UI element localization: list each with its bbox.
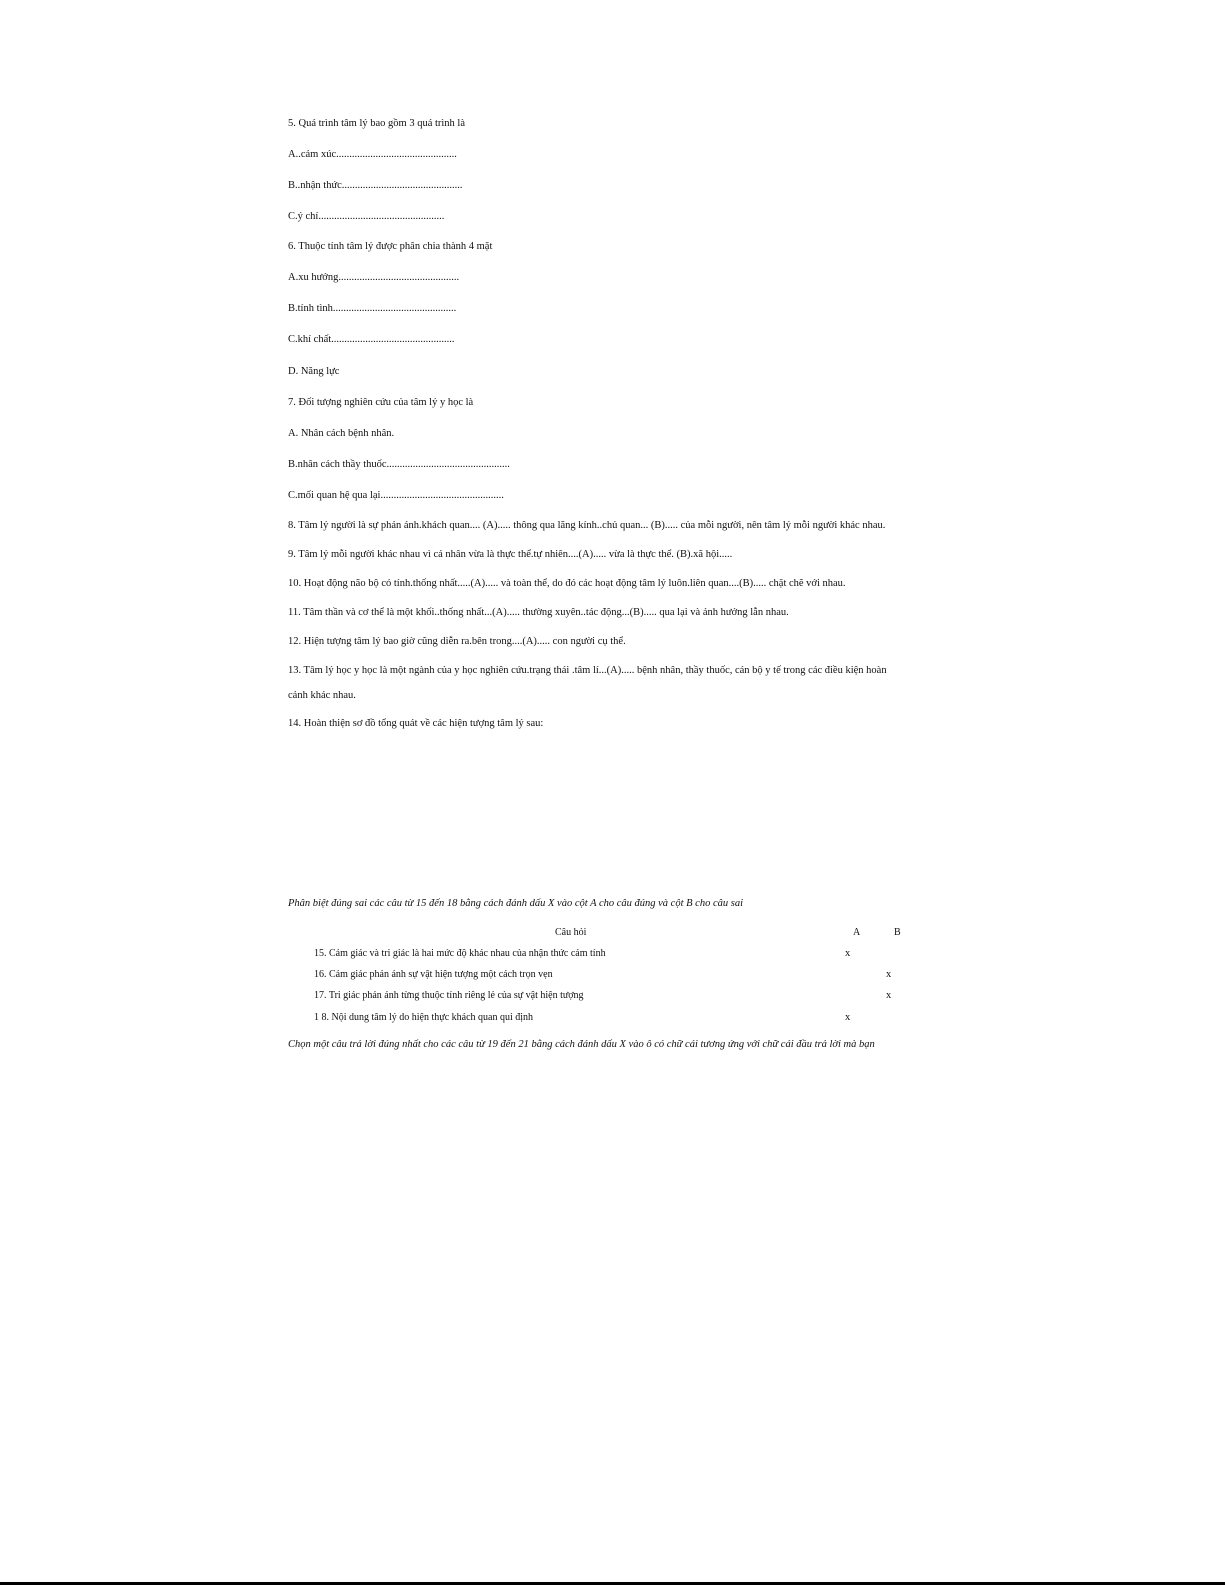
answer-7c: C.mối quan hệ qua lại............................................... bbox=[288, 490, 504, 501]
question-13-line-1: 13. Tâm lý học y học là một ngành của y học nghiên cứu.trạng thái .tâm lí...(A)..... bệnh nhân, thầy thuốc, cán bộ y tế trong các điều kiện hoàn bbox=[288, 665, 887, 676]
answer-5b: B..nhận thức.............................................. bbox=[288, 180, 463, 191]
question-12: 12. Hiện tượng tâm lý bao giờ cũng diễn ra.bên trong....(A)..... con người cụ thể. bbox=[288, 636, 626, 647]
question-13-line-2: cảnh khác nhau. bbox=[288, 690, 356, 701]
answer-7a: A. Nhân cách bệnh nhân. bbox=[288, 428, 395, 439]
instruction-15-18: Phân biệt đúng sai các câu từ 15 đến 18 bằng cách đánh dấu X vào cột A cho câu đúng và cột B cho câu sai bbox=[288, 898, 744, 909]
table-row-18-mark: x bbox=[845, 1012, 851, 1023]
table-row-17-mark: x bbox=[886, 990, 892, 1001]
table-header-b: B bbox=[894, 927, 901, 938]
table-row-15-mark: x bbox=[845, 948, 851, 959]
table-header-a: A bbox=[853, 927, 861, 938]
table-row-18-question: 1 8. Nội dung tâm lý do hiện thực khách quan qui định bbox=[314, 1012, 533, 1023]
table-header-question: Câu hỏi bbox=[555, 927, 587, 938]
answer-5a: A..cảm xúc.............................................. bbox=[288, 149, 457, 160]
table-row-17-question: 17. Tri giác phản ánh từng thuộc tính riêng lẻ của sự vật hiện tượng bbox=[314, 990, 584, 1001]
answer-7b: B.nhân cách thầy thuốc............................................... bbox=[288, 459, 510, 470]
table-row-16-mark: x bbox=[886, 969, 892, 980]
question-5: 5. Quá trình tâm lý bao gồm 3 quá trình là bbox=[288, 118, 466, 129]
instruction-19-21: Chọn một câu trả lời đúng nhất cho các câu từ 19 đến 21 bằng cách đánh dấu X vào ô có chữ cái tương ứng với chữ cái đầu trả lời mà bạn bbox=[288, 1039, 875, 1050]
question-7: 7. Đối tượng nghiên cứu của tâm lý y học là bbox=[288, 397, 474, 408]
question-9: 9. Tâm lý mỗi người khác nhau vì cá nhân vừa là thực thể.tự nhiên....(A)..... vừa là thực thể. (B).xã hội..... bbox=[288, 549, 733, 560]
answer-6d: D. Năng lực bbox=[288, 366, 340, 377]
question-11: 11. Tâm thần và cơ thể là một khối..thống nhất...(A)..... thường xuyên..tác động...(B)..... qua lại và ảnh hưởng lẫn nhau. bbox=[288, 607, 789, 618]
question-6: 6. Thuộc tính tâm lý được phân chia thành 4 mặt bbox=[288, 241, 493, 252]
answer-6c: C.khí chất............................................... bbox=[288, 334, 455, 345]
answer-5c: C.ý chí................................................ bbox=[288, 211, 445, 222]
question-10: 10. Hoạt động não bộ có tính.thống nhất.....(A)..... và toàn thể, do đó các hoạt động tâm lý luôn.liên quan....(B)..... chặt chẽ với nhau. bbox=[288, 578, 846, 589]
answer-6b: B.tính tình............................................... bbox=[288, 303, 457, 314]
table-row-16-question: 16. Cảm giác phản ánh sự vật hiện tượng một cách trọn vẹn bbox=[314, 969, 553, 980]
question-14: 14. Hoàn thiện sơ đồ tổng quát về các hiện tượng tâm lý sau: bbox=[288, 718, 544, 729]
table-row-15-question: 15. Cảm giác và tri giác là hai mức độ khác nhau của nhận thức cảm tính bbox=[314, 948, 606, 959]
question-8: 8. Tâm lý người là sự phản ánh.khách quan.... (A)..... thông qua lăng kính..chủ quan... (B)..... của mỗi người, nên tâm lý mỗi người khác nhau. bbox=[288, 520, 886, 531]
answer-6a: A.xu hướng.............................................. bbox=[288, 272, 460, 283]
